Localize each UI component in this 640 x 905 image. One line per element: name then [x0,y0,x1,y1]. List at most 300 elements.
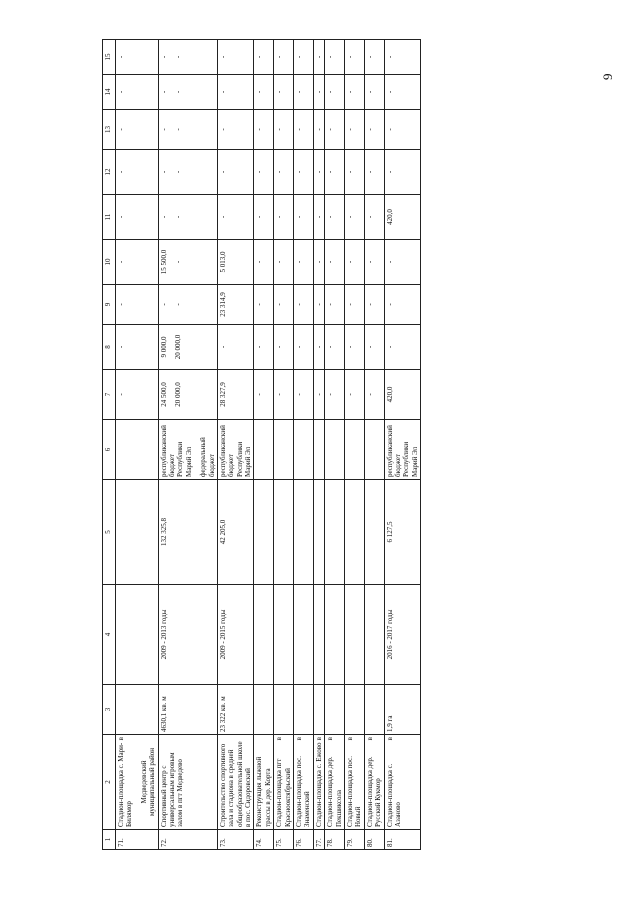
object-name-text: Стадион-площадка пос. Знаменский [295,756,312,827]
total-cost: 6 127,5 [384,480,421,585]
value-v9 [274,285,294,325]
value-text: - [345,55,354,59]
value-text: - [365,170,374,174]
funding-source [116,420,159,480]
col-header-6: 6 [103,420,116,480]
funding-source-text: республиканский бюджет Республики Марий Эл [385,425,419,477]
capacity [116,685,159,735]
value-text-2: - [173,260,182,264]
value-v11 [325,195,345,240]
value-text: - [159,128,168,131]
object-name [364,735,384,830]
value-text: - [117,260,125,264]
value-text-2: 20 000,0 [173,334,182,360]
object-mark: в [365,737,374,741]
object-mark: в [314,737,323,741]
value-text: - [255,345,264,349]
value-text: - [345,303,354,306]
object-name [313,735,324,830]
capacity: 1,9 га [384,685,421,735]
value-v13 [294,110,314,150]
value-text: 5 013,0 [218,251,227,273]
capacity [274,685,294,735]
value-v13 [313,110,324,150]
value-v9 [217,285,254,325]
value-text: - [295,303,304,306]
value-v13 [325,110,345,150]
value-v12 [254,150,274,195]
value-v14 [254,75,274,110]
value-v11 [158,195,217,240]
value-v11 [313,195,324,240]
value-text: - [326,260,335,264]
funding-source [364,420,384,480]
object-mark: в [295,737,304,741]
value-text: - [345,170,354,174]
value-v13 [116,110,159,150]
program-table [102,39,421,850]
value-v14 [325,75,345,110]
value-text: - [117,128,125,131]
value-text: - [295,55,304,59]
value-v15 [254,40,274,75]
col-header-2: 2 [103,735,116,830]
years [364,585,384,685]
value-v11 [384,195,421,240]
value-text-2: 20 000,0 [173,382,182,407]
funding-source [313,420,324,480]
value-v13 [158,110,217,150]
col-header-5: 5 [103,480,116,585]
col-header-9: 9 [103,285,116,325]
value-text: - [345,90,354,94]
value-v12 [217,150,254,195]
value-v8 [364,325,384,370]
value-text: - [345,345,354,349]
value-text: - [275,215,284,219]
value-text: - [365,260,374,264]
row-number: 74. [254,830,274,850]
value-v14 [116,75,159,110]
total-cost [254,480,274,585]
value-text: - [255,215,264,219]
row-number: 80. [364,830,384,850]
value-v8 [217,325,254,370]
value-text: - [295,393,304,396]
col-header-3: 3 [103,685,116,735]
col-header-4: 4 [103,585,116,685]
years [116,585,159,685]
value-v12 [158,150,217,195]
value-text: 420,0 [385,386,394,403]
object-mark: в [385,737,394,741]
value-text: - [326,128,335,131]
value-v14 [217,75,254,110]
value-text: - [275,170,284,174]
value-v9 [344,285,364,325]
funding-source [158,420,217,480]
value-v14 [384,75,421,110]
col-header-11: 11 [103,195,116,240]
value-text: 15 500,0 [159,249,168,275]
value-text: - [365,90,374,94]
table-body [116,40,421,850]
value-text: - [314,90,323,94]
value-v7 [344,370,364,420]
value-v13 [384,110,421,150]
value-v11 [254,195,274,240]
value-v8 [384,325,421,370]
value-text: - [295,90,304,94]
years [325,585,345,685]
value-v8 [254,325,274,370]
value-text: - [117,345,125,349]
object-name-text: Строительство спортивного зала и стадиона в средней общеобразовательной школе в пос. Сидоровский [218,741,253,827]
value-text: - [326,55,335,59]
value-text: - [345,215,354,219]
value-text: - [275,128,284,131]
total-cost [313,480,324,585]
value-text: - [385,260,394,264]
value-v11 [344,195,364,240]
object-name-text: Стадион-площадка дер. Пекшиксола [326,756,343,827]
value-text: - [117,55,125,59]
value-v12 [384,150,421,195]
value-v14 [274,75,294,110]
value-text: - [365,303,374,306]
value-text: - [385,128,394,131]
value-text: - [365,345,374,349]
value-v15 [158,40,217,75]
value-v15 [325,40,345,75]
value-text: - [275,393,284,396]
value-text: - [345,260,354,264]
value-v10 [158,240,217,285]
row-number: 71. [116,830,159,850]
value-text: - [218,170,227,174]
years [313,585,324,685]
object-mark: в [326,737,335,741]
table-row [325,40,345,850]
funding-source-text: республиканский бюджет Республики Марий Эл [159,425,193,477]
value-v11 [364,195,384,240]
value-text: - [365,215,374,219]
value-v9 [116,285,159,325]
capacity [344,685,364,735]
value-text: - [117,303,125,306]
value-v13 [344,110,364,150]
value-v7 [294,370,314,420]
object-name-text: Стадион-площадка с. Ежово [314,742,323,827]
value-v9 [254,285,274,325]
value-v13 [274,110,294,150]
value-v11 [294,195,314,240]
object-name-text: Стадион-площадка пос. Новый [345,756,363,827]
col-header-13: 13 [103,110,116,150]
value-text: - [365,128,374,131]
value-v10 [344,240,364,285]
value-v12 [325,150,345,195]
value-v10 [325,240,345,285]
value-v15 [274,40,294,75]
value-v8 [344,325,364,370]
value-v12 [344,150,364,195]
value-text: - [314,345,323,349]
row-number: 78. [325,830,345,850]
row-number: 76. [294,830,314,850]
value-v10 [294,240,314,285]
value-v14 [158,75,217,110]
object-name [116,735,159,830]
value-v15 [344,40,364,75]
value-text: - [218,90,227,94]
object-name-text: Спортивный центр с универсальным игровым залом в пгт Медведево [159,752,185,827]
value-text: - [117,215,125,219]
object-name-text: Реконструкция лыжной трассы в дер. Корта [255,756,272,827]
value-text: - [385,303,394,306]
years: 2009 - 2013 годы [158,585,217,685]
object-mark: в [345,737,354,741]
value-text-2: - [173,215,182,219]
value-v11 [217,195,254,240]
value-text: - [117,170,125,174]
value-v14 [313,75,324,110]
value-v9 [158,285,217,325]
value-text: - [295,128,304,131]
funding-source [294,420,314,480]
capacity [254,685,274,735]
value-text: - [295,260,304,264]
capacity [325,685,345,735]
row-number: 73. [217,830,254,850]
value-v9 [313,285,324,325]
value-text: - [326,215,335,219]
value-v10 [313,240,324,285]
total-cost [325,480,345,585]
total-cost [344,480,364,585]
value-text: - [255,393,264,396]
value-text: - [295,345,304,349]
value-text: - [218,55,227,59]
value-v11 [116,195,159,240]
value-text: - [314,215,323,219]
value-v7 [364,370,384,420]
value-text: - [385,170,394,174]
col-header-7: 7 [103,370,116,420]
value-v7 [384,370,421,420]
funding-source [384,420,421,480]
value-text: - [345,393,354,396]
value-text: - [314,55,323,59]
table-row [158,40,217,850]
value-v9 [384,285,421,325]
total-cost [364,480,384,585]
value-v8 [274,325,294,370]
value-v7 [158,370,217,420]
capacity: 23 322 кв. м [217,685,254,735]
value-v7 [254,370,274,420]
total-cost [274,480,294,585]
table-row [313,40,324,850]
value-v8 [313,325,324,370]
value-v12 [294,150,314,195]
object-name [384,735,421,830]
value-v12 [313,150,324,195]
capacity [294,685,314,735]
value-text: - [326,303,335,306]
table-row [217,40,254,850]
total-cost [294,480,314,585]
value-text: - [159,55,168,59]
value-text: - [295,215,304,219]
row-number: 79. [344,830,364,850]
value-v14 [344,75,364,110]
value-text: 28 327,9 [218,382,227,407]
value-v10 [254,240,274,285]
program-table-frame [102,40,622,850]
value-text: - [345,128,354,131]
value-v10 [384,240,421,285]
value-text: - [255,170,264,174]
capacity: 4630,1 кв. м [158,685,217,735]
table-row [274,40,294,850]
object-name [274,735,294,830]
col-header-10: 10 [103,240,116,285]
funding-source-text-2: федеральный бюджет [199,437,216,477]
value-text: - [314,128,323,131]
value-v9 [325,285,345,325]
object-mark: в [275,737,284,741]
object-name-text: Стадион-площадка с. Азаново [385,763,402,827]
value-text: 23 314,9 [218,292,227,317]
table-row [116,40,159,850]
object-name [344,735,364,830]
value-text: - [159,170,168,174]
value-text: - [385,55,394,59]
table-row [294,40,314,850]
value-v7 [325,370,345,420]
value-text: - [159,215,168,219]
object-name-text: Стадион-площадка пгт Краснооктябрьский [275,758,292,827]
value-v12 [274,150,294,195]
funding-source [217,420,254,480]
years [344,585,364,685]
value-v15 [364,40,384,75]
capacity [364,685,384,735]
object-name-text: Стадион-площадка с. Мари-Билямор [117,742,134,827]
value-text: - [275,260,284,264]
value-v10 [116,240,159,285]
value-text: - [117,90,125,94]
value-v10 [274,240,294,285]
object-name-text: Стадион-площадка дер. Русский Кукмор [365,756,383,827]
value-text-2: - [173,90,182,94]
funding-source [274,420,294,480]
value-text-2: - [173,128,182,131]
years [294,585,314,685]
col-header-8: 8 [103,325,116,370]
value-text: - [385,345,394,349]
object-name [217,735,254,830]
value-text: - [255,90,264,94]
value-text: - [314,260,323,264]
value-v8 [325,325,345,370]
value-text: - [326,170,335,174]
col-header-12: 12 [103,150,116,195]
value-text: - [365,55,374,59]
value-v8 [294,325,314,370]
value-text: - [314,170,323,174]
years [254,585,274,685]
value-text: - [218,215,227,219]
page-number: 9 [600,73,615,80]
value-text: - [255,55,264,59]
value-text: - [275,345,284,349]
value-text: - [326,393,335,396]
value-text: - [218,128,227,131]
value-v12 [364,150,384,195]
row-number: 75. [274,830,294,850]
value-text: - [326,345,335,349]
value-v15 [313,40,324,75]
value-text: - [255,303,264,306]
value-text: - [326,90,335,94]
value-v13 [364,110,384,150]
table-row [344,40,364,850]
total-cost: 42 205,0 [217,480,254,585]
value-text: - [314,303,323,306]
value-text: 24 500,0 [159,382,168,407]
row-number: 81. [384,830,421,850]
years [274,585,294,685]
value-v8 [158,325,217,370]
object-name [158,735,217,830]
value-text: - [255,128,264,131]
value-text: - [275,303,284,306]
value-text-2: - [173,170,182,174]
column-number-row [103,40,116,850]
value-v11 [274,195,294,240]
object-mark: в [117,737,125,741]
value-text: - [275,90,284,94]
value-text: - [117,393,125,396]
value-v13 [254,110,274,150]
funding-source-text: республиканский бюджет Республики Марий Эл [218,425,253,477]
funding-source [344,420,364,480]
value-v9 [294,285,314,325]
value-text: - [255,260,264,264]
row-number: 72. [158,830,217,850]
table-row [384,40,421,850]
years: 2009 - 2015 годы [217,585,254,685]
years: 2016 - 2017 годы [384,585,421,685]
value-text: - [295,170,304,174]
capacity [313,685,324,735]
district-name: Медведевский муниципальный район [139,747,157,817]
table-row [254,40,274,850]
value-v10 [217,240,254,285]
value-text: - [275,55,284,59]
total-cost: 132 325,8 [158,480,217,585]
funding-source [254,420,274,480]
value-v7 [313,370,324,420]
value-v10 [364,240,384,285]
value-v9 [364,285,384,325]
value-v15 [294,40,314,75]
value-v12 [116,150,159,195]
value-text: - [159,90,168,94]
value-v7 [116,370,159,420]
